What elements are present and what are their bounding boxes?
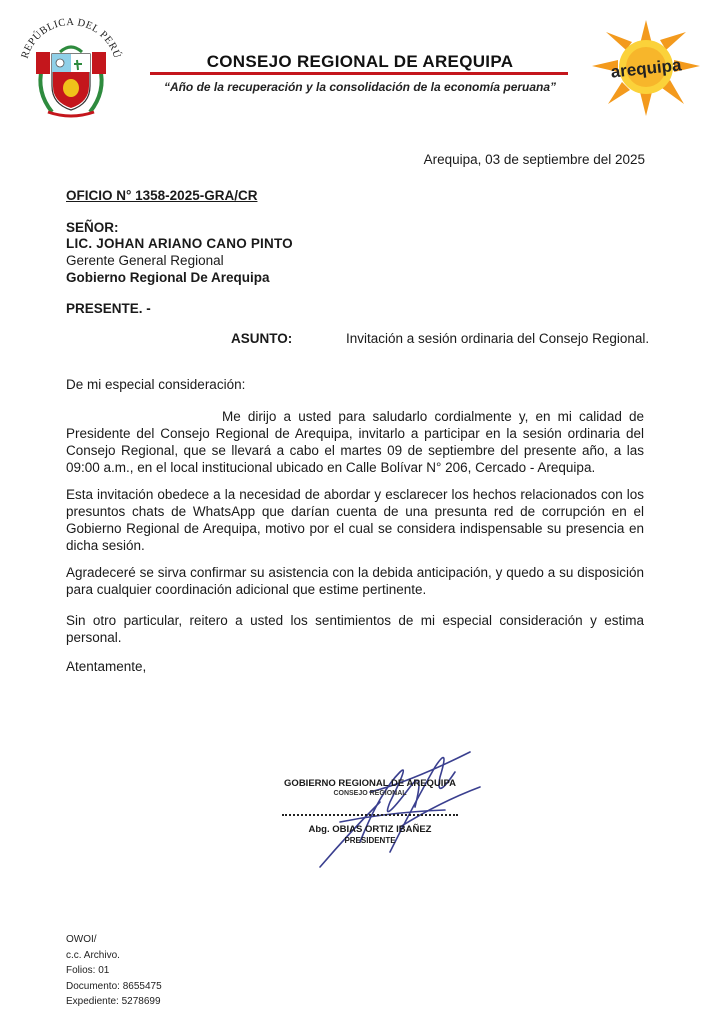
council-title: CONSEJO REGIONAL DE AREQUIPA bbox=[206, 52, 514, 71]
document-reference-number: OFICIO N° 1358-2025-GRA/CR bbox=[66, 188, 258, 203]
official-year-motto: “Año de la recuperación y la consolidación de la economía peruana” bbox=[163, 80, 557, 94]
shield-arc-text: REPÚBLICA DEL PERÚ bbox=[19, 16, 123, 60]
signer-role: PRESIDENTE bbox=[344, 836, 396, 845]
footer-initials: OWOI/ bbox=[66, 934, 97, 945]
signer-name: Abg. OBIAS ORTIZ IBAÑEZ bbox=[308, 824, 432, 835]
logo-wordmark: arequipa bbox=[609, 55, 683, 82]
body-paragraph: Sin otro particular, reitero a usted los sentimientos de mi especial consideración y estima personal. bbox=[66, 613, 644, 645]
handwritten-signature bbox=[240, 732, 500, 872]
peru-coat-of-arms-logo bbox=[12, 8, 130, 126]
subject-label: ASUNTO: bbox=[231, 331, 293, 346]
greeting: De mi especial consideración: bbox=[66, 377, 246, 392]
footer-file-number: Expediente: 5278699 bbox=[66, 996, 161, 1007]
body-paragraph: Esta invitación obedece a la necesidad de abordar y esclarecer los hechos relacionados con los presuntos chats de WhatsApp que darían cuenta de una presunta red de corrupción en el Gobierno Regional de Arequipa, motivo por el cual se considera indispensable su presencia en dicha sesión. bbox=[66, 487, 644, 553]
title-divider bbox=[150, 72, 568, 75]
subject-text: Invitación a sesión ordinaria del Consejo Regional. bbox=[346, 331, 650, 346]
body-paragraph: Me dirijo a usted para saludarlo cordialmente y, en mi calidad de Presidente del Consejo Regional de Arequipa, invitarlo a participar en la sesión ordinaria del Consejo Regional, que se llevará a cabo el martes 09 de septiembre del presente año, a las 09:00 a.m., en el local institucional ubicado en Calle Bolívar N° 206, Cercado - Arequipa. bbox=[66, 409, 644, 475]
signature-line bbox=[282, 814, 458, 816]
recipient-organization: Gobierno Regional De Arequipa bbox=[66, 270, 270, 285]
recipient-name: LIC. JOHAN ARIANO CANO PINTO bbox=[66, 236, 293, 251]
body-paragraph: Agradeceré se sirva confirmar su asistencia con la debida anticipación, y quedo a su disposición para cualquier coordinación adicional que estime pertinente. bbox=[66, 565, 644, 597]
arequipa-sun-logo bbox=[590, 18, 702, 118]
stamp-organization: GOBIERNO REGIONAL DE AREQUIPA bbox=[284, 778, 456, 789]
presente-line: PRESENTE. - bbox=[66, 301, 151, 316]
stamp-subtitle: CONSEJO REGIONAL bbox=[333, 790, 407, 797]
footer-document-number: Documento: 8655475 bbox=[66, 981, 162, 992]
footer-folios: Folios: 01 bbox=[66, 965, 110, 976]
salutation: SEÑOR: bbox=[66, 220, 119, 235]
date-line: Arequipa, 03 de septiembre del 2025 bbox=[423, 152, 645, 167]
closing-line: Atentamente, bbox=[66, 659, 147, 674]
recipient-position: Gerente General Regional bbox=[66, 253, 224, 268]
footer-cc: c.c. Archivo. bbox=[66, 950, 120, 961]
